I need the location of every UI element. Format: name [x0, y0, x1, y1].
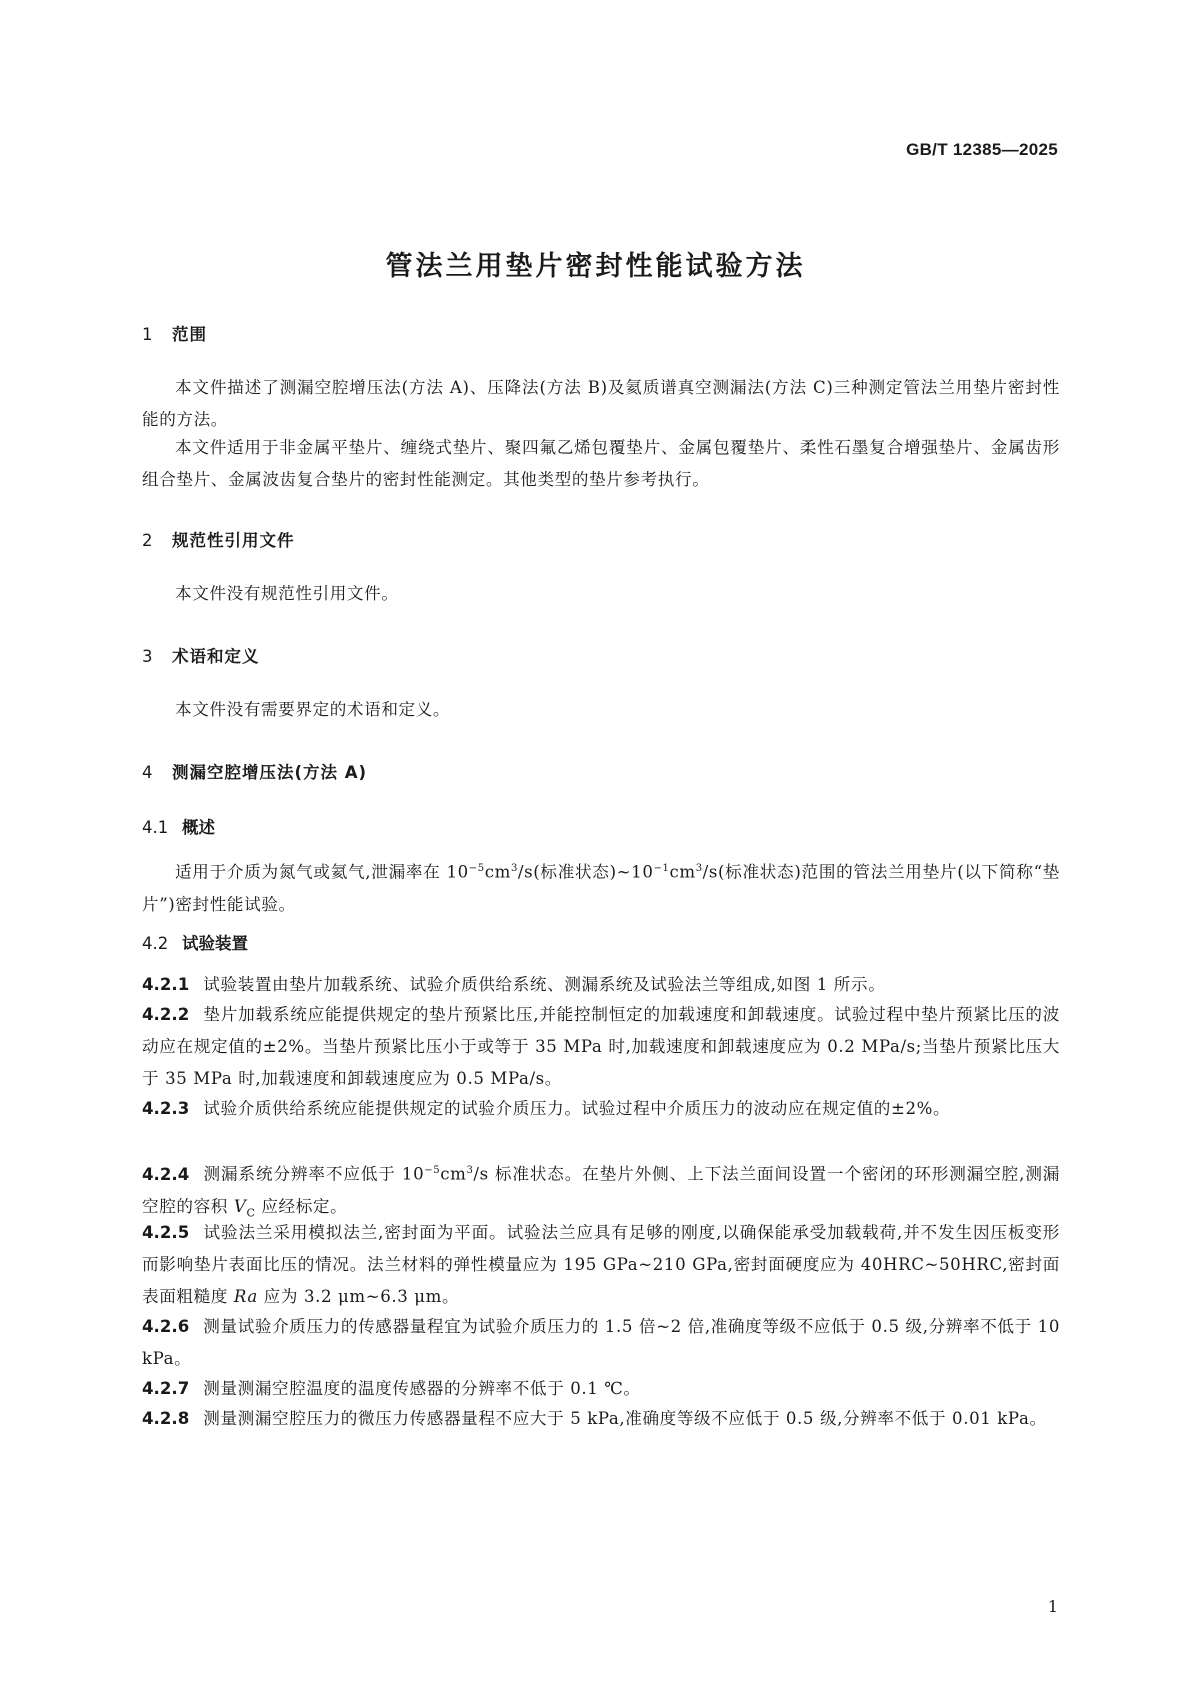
- clause-4-2-6: [142, 1311, 1060, 1375]
- clause-text: 垫片加载系统应能提供规定的垫片预紧比压,并能控制恒定的加载速度和卸载速度。试验过程中垫片预紧比压的波动应在规定值的±2%。当垫片预紧比压小于或等于 35 MPa 时,加载速度和卸载速度应为 0.2 MPa/s;当垫片预紧比压大于 35 MPa 时,加载速度和卸载速度应为 0.5 MPa/s。: [142, 1005, 1060, 1088]
- section-title: 范围: [172, 325, 207, 344]
- subsection-title: 概述: [182, 818, 215, 837]
- clause-number: 4.2.5: [142, 1223, 190, 1242]
- superscript: −5: [424, 1165, 441, 1176]
- section-title: 规范性引用文件: [172, 531, 295, 550]
- clause-4-2-3: [142, 1093, 1060, 1125]
- section-4-1-heading: [142, 814, 215, 838]
- clause-number: 4.2.7: [142, 1379, 190, 1398]
- section-4-2-heading: [142, 930, 248, 954]
- text-run: 适用于介质为氮气或氦气,泄漏率在 10: [175, 862, 469, 882]
- section-title: 测漏空腔增压法(方法 A): [172, 763, 368, 782]
- section-number: 3: [142, 647, 154, 666]
- clause-4-2-1: [142, 969, 1060, 1001]
- section-2-paragraph: 本文件没有规范性引用文件。: [175, 584, 399, 603]
- clause-number: 4.2.4: [142, 1164, 190, 1184]
- clause-number: 4.2.2: [142, 1005, 190, 1024]
- section-title: 术语和定义: [172, 647, 260, 666]
- variable: Ra: [233, 1287, 258, 1306]
- text-run: cm: [669, 862, 696, 882]
- subsection-number: 4.1: [142, 818, 169, 837]
- clause-text: 试验装置由垫片加载系统、试验介质供给系统、测漏系统及试验法兰等组成,如图 1 所示。: [203, 975, 886, 994]
- variable: V: [233, 1196, 247, 1216]
- section-2-heading: [142, 527, 295, 551]
- page-number: 1: [1047, 1597, 1058, 1616]
- clause-text: 测量试验介质压力的传感器量程宜为试验介质压力的 1.5 倍~2 倍,准确度等级不应低于 0.5 级,分辨率不低于 10 kPa。: [142, 1317, 1060, 1368]
- section-1-heading: [142, 321, 207, 345]
- clause-text: 测量测漏空腔压力的微压力传感器量程不应大于 5 kPa,准确度等级不应低于 0.5 级,分辨率不低于 0.01 kPa。: [203, 1409, 1047, 1428]
- text-run: cm: [440, 1164, 467, 1184]
- text-run: 测漏系统分辨率不应低于 10: [203, 1164, 425, 1184]
- superscript: −1: [653, 863, 670, 874]
- section-3-paragraph: 本文件没有需要界定的术语和定义。: [175, 700, 451, 719]
- superscript: 3: [510, 863, 518, 874]
- subscript: C: [246, 1205, 256, 1219]
- clause-number: 4.2.1: [142, 975, 190, 994]
- text-run: 试验法兰采用模拟法兰,密封面为平面。试验法兰应具有足够的刚度,以确保能承受加载载荷,并不发生因压板变形而影响垫片表面比压的情况。法兰材料的弹性模量应为 195 GPa~210 GPa,密封面硬度应为 40HRC~50HRC,密封面表面粗糙度: [142, 1223, 1060, 1306]
- section-4-1-paragraph: [142, 853, 1060, 921]
- superscript: 3: [695, 863, 703, 874]
- superscript: −5: [468, 863, 485, 874]
- text-run: /s 标准状态。在垫片外侧、上下法兰面间设置一个密闭的环形测漏空腔,测漏空腔的容积: [142, 1164, 1060, 1216]
- text-run: cm: [484, 862, 511, 882]
- clause-number: 4.2.6: [142, 1317, 190, 1336]
- section-number: 2: [142, 531, 154, 550]
- section-4-heading: [142, 759, 367, 783]
- clause-4-2-8: [142, 1403, 1060, 1435]
- text-run: 应经标定。: [255, 1196, 348, 1216]
- section-number: 1: [142, 325, 154, 344]
- clause-text: 试验介质供给系统应能提供规定的试验介质压力。试验过程中介质压力的波动应在规定值的±2%。: [203, 1099, 951, 1118]
- document-title: 管法兰用垫片密封性能试验方法: [385, 251, 806, 282]
- clause-4-2-2: [142, 999, 1060, 1095]
- text-run: /s(标准状态)~10: [517, 862, 654, 882]
- section-1-paragraph-1: 本文件描述了测漏空腔增压法(方法 A)、压降法(方法 B)及氦质谱真空测漏法(方法 C)三种测定管法兰用垫片密封性能的方法。: [142, 378, 1060, 429]
- subsection-title: 试验装置: [182, 934, 248, 953]
- clause-number: 4.2.3: [142, 1099, 190, 1118]
- text-run: /s(标准状态)范围的管法兰用垫片(以下简称“垫片”)密封性能试验。: [142, 862, 1060, 914]
- clause-text: 测量测漏空腔温度的温度传感器的分辨率不低于 0.1 ℃。: [203, 1379, 641, 1398]
- clause-number: 4.2.8: [142, 1409, 190, 1428]
- clause-4-2-7: [142, 1373, 1060, 1405]
- clause-4-2-5: [142, 1217, 1060, 1313]
- section-number: 4: [142, 763, 154, 782]
- standard-code: GB/T 12385—2025: [906, 140, 1058, 159]
- subsection-number: 4.2: [142, 934, 169, 953]
- superscript: 3: [466, 1165, 474, 1176]
- section-1-paragraph-2: 本文件适用于非金属平垫片、缠绕式垫片、聚四氟乙烯包覆垫片、金属包覆垫片、柔性石墨复合增强垫片、金属齿形组合垫片、金属波齿复合垫片的密封性能测定。其他类型的垫片参考执行。: [142, 438, 1060, 489]
- section-3-heading: [142, 643, 260, 667]
- text-run: 应为 3.2 μm~6.3 μm。: [257, 1287, 460, 1306]
